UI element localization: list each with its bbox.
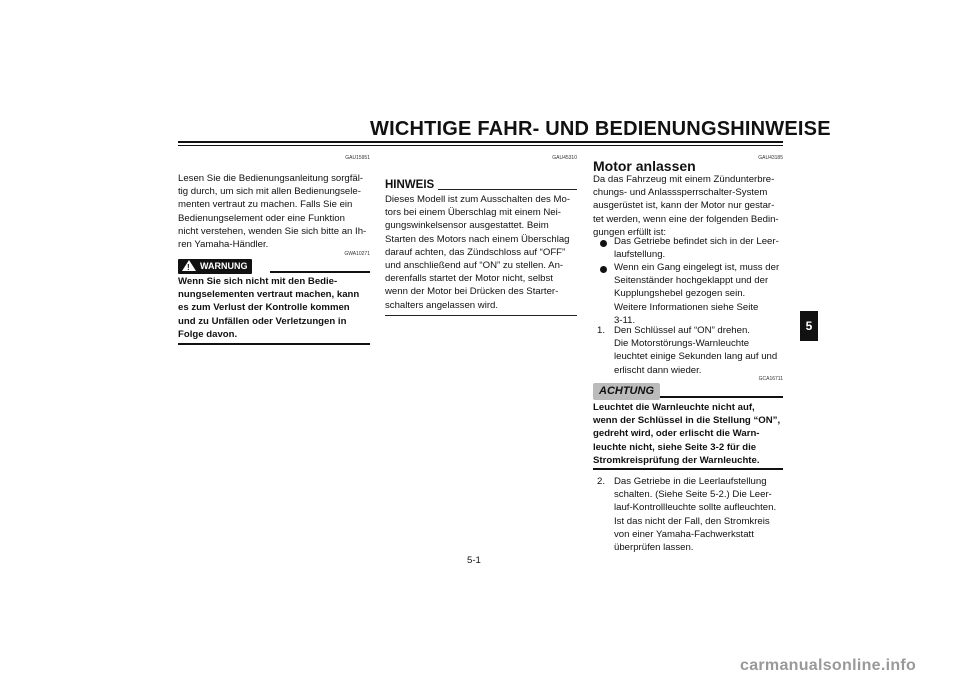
warning-triangle-icon: [182, 260, 196, 271]
reference-code: GCA16711: [758, 376, 783, 382]
watermark: carmanualsonline.info: [740, 657, 917, 674]
warning-label: WARNUNG: [200, 261, 248, 271]
warning-end-rule: [178, 343, 370, 345]
note-text: Dieses Modell ist zum Ausschalten des Mo- tors bei einem Überschlag mit einem Nei- gungswinkelsensor ausgestattet. Beim Starten des Motors nach einem Überschlag darauf achten, das Zündschloss auf “OFF” und anschließend auf “ON” zu stellen. An- derenfalls startet der Motor nicht, selbst wenn der Motor bei Drücken des Starter- schalters angelassen wird.: [385, 194, 571, 311]
header-rule-top: [178, 141, 783, 143]
reference-code: GAU45310: [552, 155, 577, 161]
intro-paragraph: Lesen Sie die Bedienungsanleitung sorgfäl- tig durch, um sich mit allen Bedienungsele- menten vertraut zu machen. Falls Sie ein Bedienungselement oder eine Funktion nicht verstehen, wenden Sie sich bitte an Ih- ren Yamaha-Händler.: [178, 173, 367, 251]
section-intro: Da das Fahrzeug mit einem Zündunterbre- chungs- und Anlasssperrschalter-System ausgerüstet ist, kann der Motor nur gestar- tet werden, wenn eine der folgenden Bedin- gungen erfüllt ist:: [593, 174, 779, 238]
caution-badge: ACHTUNG: [593, 383, 660, 400]
section-heading: Motor anlassen: [593, 158, 696, 174]
warning-badge: [178, 259, 252, 274]
step-text: Das Getriebe in die Leerlaufstellung schalten. (Siehe Seite 5-2.) Die Leer- lauf-Kontrollleuchte sollte aufleuchten. Ist das nicht der Fall, den Stromkreis von einer Yamaha-Fachwerkstatt überprüfen lassen.: [614, 476, 777, 554]
step-number: 2.: [597, 476, 606, 487]
caution-rule: [660, 396, 783, 398]
note-rule: [438, 189, 577, 190]
warning-text: Wenn Sie sich nicht mit den Bedie- nungselementen vertraut machen, kann es zum Verlust der Kontrolle kommen und zu Unfällen oder Verletzungen in Folge davon.: [178, 276, 360, 340]
reference-code: GWA10271: [344, 251, 370, 257]
warning-rule: [270, 271, 370, 273]
reference-code: GAU15951: [345, 155, 370, 161]
bullet-item: Das Getriebe befindet sich in der Leer- laufstellung.: [614, 236, 779, 261]
header-rule-bottom: [178, 145, 783, 146]
chapter-tab: 5: [800, 311, 818, 341]
step-text: Den Schlüssel auf “ON” drehen. Die Motorstörungs-Warnleuchte leuchtet einige Sekunden lang auf und erlischt dann wieder.: [614, 325, 778, 376]
caution-text: Leuchtet die Warnleuchte nicht auf, wenn der Schlüssel in die Stellung “ON”, gedreht wird, oder erlischt die Warn- leuchte nicht, siehe Seite 3-2 für die Stromkreisprüfung der Warnleuchte.: [593, 402, 781, 466]
bullet-item: Wenn ein Gang eingelegt ist, muss der Seitenständer hochgeklappt und der Kupplungshebel gezogen sein. Weitere Informationen siehe Seite 3-11.: [614, 262, 780, 326]
bullet-icon: [600, 240, 607, 247]
caution-end-rule: [593, 468, 783, 470]
step-number: 1.: [597, 325, 606, 336]
page-title: WICHTIGE FAHR- UND BEDIENUNGSHINWEISE: [370, 118, 831, 140]
note-label: HINWEIS: [385, 179, 435, 191]
reference-code: GAU43185: [758, 155, 783, 161]
bullet-icon: [600, 266, 607, 273]
page-number: 5-1: [467, 555, 481, 566]
note-end-rule: [385, 315, 577, 316]
